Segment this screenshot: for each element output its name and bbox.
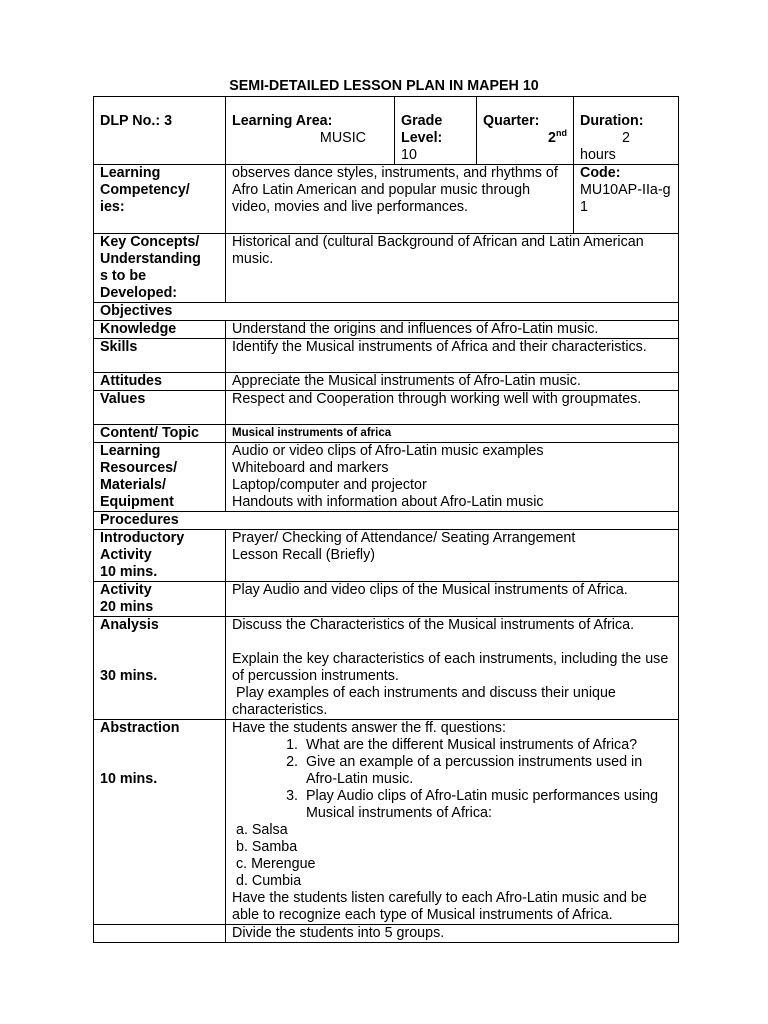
key-concepts-text: Historical and (cultural Background of African and Latin American music. [226, 234, 679, 303]
content-row [94, 425, 679, 443]
resources-label-cell [94, 443, 226, 512]
code-cell [574, 165, 679, 234]
question-item: 3. Play Audio clips of Afro-Latin music performances using Musical instruments of Africa: [302, 788, 672, 822]
quarter-number: 2 [548, 130, 556, 146]
analysis-time: 30 mins. [100, 668, 158, 684]
grouping-row [94, 925, 679, 943]
duration-label: Duration: [580, 113, 644, 129]
genre-option: c. Merengue [236, 856, 316, 872]
content-label: Content/ Topic [94, 425, 226, 443]
objective-text: Respect and Cooperation through working well with groupmates. [226, 391, 679, 425]
objective-label: Values [94, 391, 226, 425]
quarter-suffix: nd [556, 128, 567, 139]
activity-text: Play Audio and video clips of the Musical instruments of Africa. [226, 582, 679, 617]
resource-item: Handouts with information about Afro-Latin music [232, 494, 544, 510]
abstraction-text [226, 720, 679, 925]
genre-option: b. Samba [236, 839, 298, 855]
competency-label-cell [94, 165, 226, 234]
duration-number: 2 [622, 130, 630, 146]
grouping-label-cell [94, 925, 226, 943]
objectives-heading-row [94, 303, 679, 321]
abstraction-time: 10 mins. [100, 771, 158, 787]
resources-label-line: Resources/ [100, 460, 178, 476]
competency-label-line: Competency/ [100, 182, 190, 198]
abstraction-label: Abstraction [100, 720, 180, 736]
question-item: 1. What are the different Musical instruments of Africa? [302, 737, 672, 754]
abstraction-row [94, 720, 679, 925]
objective-row [94, 321, 679, 339]
abstraction-label-cell [94, 720, 226, 925]
objectives-heading: Objectives [94, 303, 679, 321]
quarter-label: Quarter: [483, 113, 540, 129]
quarter-value [483, 130, 567, 147]
analysis-paragraph: Discuss the Characteristics of the Musical instruments of Africa. [232, 617, 635, 633]
key-concepts-label-line: Understanding [100, 251, 201, 267]
key-concepts-row [94, 234, 679, 303]
objective-label: Skills [94, 339, 226, 373]
resources-label-line: Equipment [100, 494, 174, 510]
intro-line: Lesson Recall (Briefly) [232, 547, 376, 563]
key-concepts-label-line: Key Concepts/ [100, 234, 200, 250]
header-row [94, 97, 679, 165]
learning-area-label: Learning Area: [232, 113, 333, 129]
intro-label-line: Introductory [100, 530, 185, 546]
key-concepts-label-line: s to be [100, 268, 147, 284]
analysis-paragraph: Explain the key characteristics of each instruments, including the use of percussion instruments. [232, 651, 669, 684]
content-text: Musical instruments of africa [226, 425, 679, 443]
question-item: 2. Give an example of a percussion instruments used in Afro-Latin music. [302, 754, 672, 788]
learning-area-value: MUSIC [319, 130, 366, 146]
grade-level-cell [395, 97, 477, 165]
resource-item: Audio or video clips of Afro-Latin music examples [232, 443, 544, 459]
activity-time: 20 mins [100, 599, 154, 615]
grade-value: 10 [401, 147, 417, 163]
dlp-cell [94, 97, 226, 165]
competency-row [94, 165, 679, 234]
code-value: MU10AP-IIa-g1 [580, 182, 671, 215]
lesson-plan-table [93, 96, 679, 943]
abstraction-intro: Have the students answer the ff. questions: [232, 720, 506, 736]
intro-label-line: Activity [100, 547, 152, 563]
grouping-text: Divide the students into 5 groups. [226, 925, 679, 943]
objective-row [94, 339, 679, 373]
analysis-row [94, 617, 679, 720]
procedures-heading: Procedures [94, 512, 679, 530]
key-concepts-label-line: Developed: [100, 285, 178, 301]
competency-label-line: ies: [100, 199, 125, 215]
intro-row [94, 530, 679, 582]
question-list [232, 737, 672, 822]
key-concepts-label-cell [94, 234, 226, 303]
resources-list [226, 443, 679, 512]
duration-cell [574, 97, 679, 165]
activity-row [94, 582, 679, 617]
learning-area-cell [226, 97, 395, 165]
objective-row [94, 391, 679, 425]
objective-text: Identify the Musical instruments of Africa and their characteristics. [226, 339, 679, 373]
objective-label: Knowledge [94, 321, 226, 339]
grade-label: Grade [401, 113, 443, 129]
procedures-heading-row [94, 512, 679, 530]
level-label: Level: [401, 130, 443, 146]
abstraction-closing: Have the students listen carefully to each Afro-Latin music and be able to recognize each type of Musical instruments of Africa. [232, 890, 647, 923]
resources-label-line: Learning [100, 443, 161, 459]
objective-text: Understand the origins and influences of Afro-Latin music. [226, 321, 679, 339]
analysis-paragraph: Play examples of each instruments and discuss their unique characteristics. [232, 685, 620, 718]
document-title: SEMI-DETAILED LESSON PLAN IN MAPEH 10 [229, 78, 539, 94]
resource-item: Laptop/computer and projector [232, 477, 427, 493]
competency-label-line: Learning [100, 165, 161, 181]
genre-option: a. Salsa [236, 822, 288, 838]
activity-label: Activity [100, 582, 152, 598]
competency-text: observes dance styles, instruments, and rhythms of Afro Latin American and popular music through video, movies and live performances. [226, 165, 574, 234]
analysis-label: Analysis [100, 617, 159, 633]
objective-row [94, 373, 679, 391]
analysis-text [226, 617, 679, 720]
intro-label-cell [94, 530, 226, 582]
objective-text: Appreciate the Musical instruments of Afro-Latin music. [226, 373, 679, 391]
intro-time: 10 mins. [100, 564, 158, 580]
resource-item: Whiteboard and markers [232, 460, 389, 476]
code-label: Code: [580, 165, 621, 181]
genre-option: d. Cumbia [236, 873, 302, 889]
intro-text [226, 530, 679, 582]
intro-line: Prayer/ Checking of Attendance/ Seating Arrangement [232, 530, 576, 546]
objective-label: Attitudes [94, 373, 226, 391]
duration-unit: hours [580, 147, 616, 163]
resources-row [94, 443, 679, 512]
quarter-cell [477, 97, 574, 165]
activity-label-cell [94, 582, 226, 617]
resources-label-line: Materials/ [100, 477, 166, 493]
analysis-label-cell [94, 617, 226, 720]
dlp-number: DLP No.: 3 [100, 113, 173, 129]
